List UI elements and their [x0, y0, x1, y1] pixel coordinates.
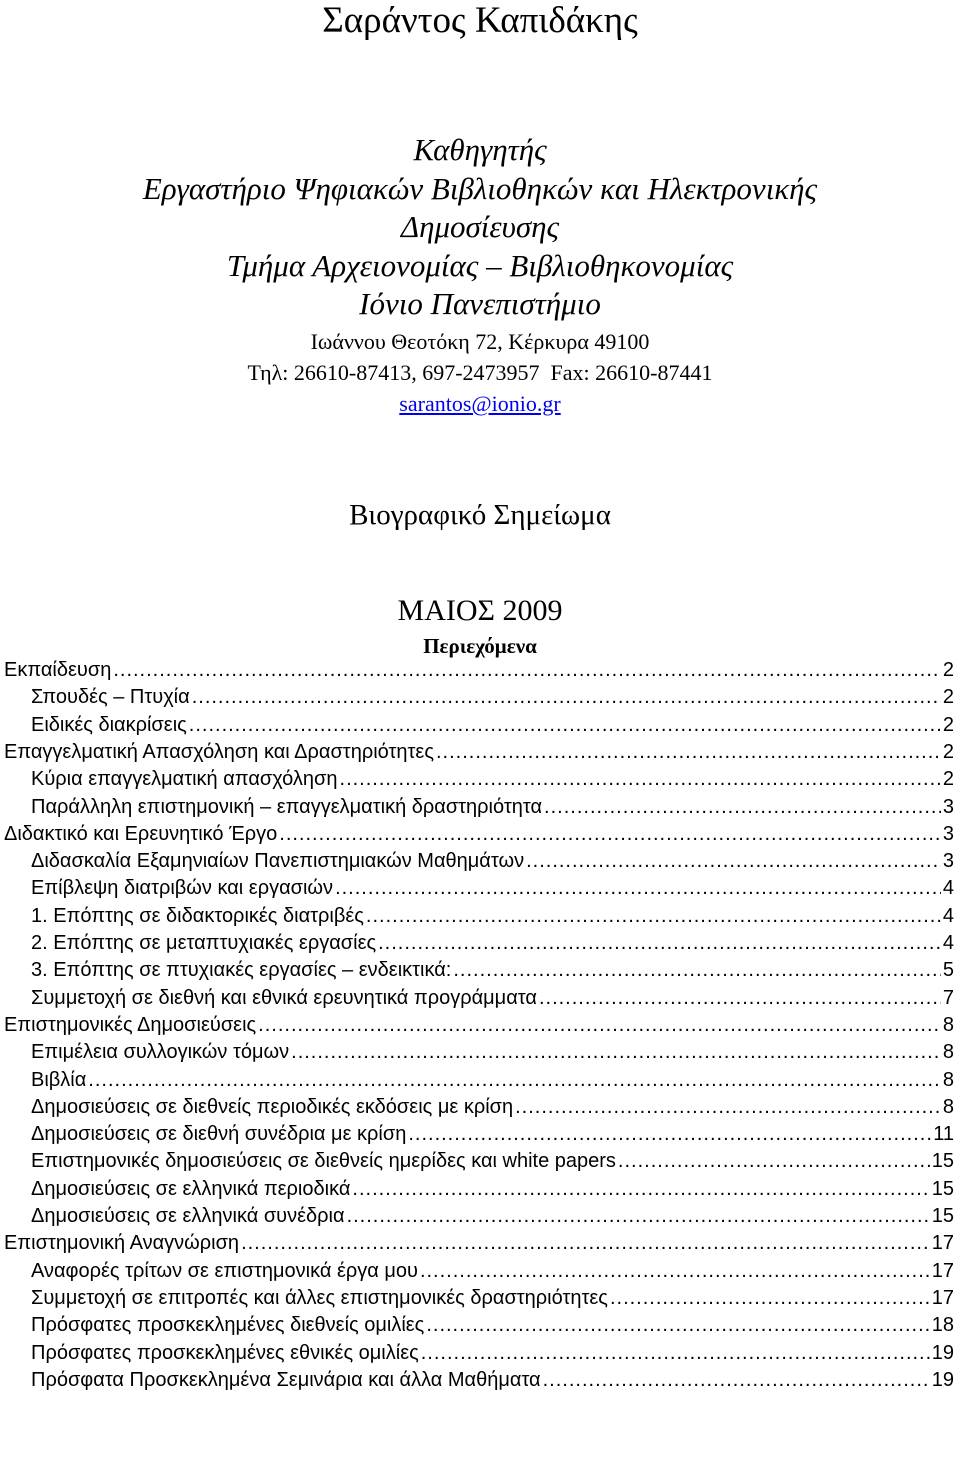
toc-entry-title: Πρόσφατα Προσκεκλημένα Σεμινάρια και άλλα Μαθήματα [31, 1368, 541, 1391]
toc-entry[interactable] [31, 932, 954, 960]
toc-leader-dots [420, 1260, 930, 1283]
toc-entry-page: 4 [942, 877, 954, 900]
toc-leader-dots [258, 1014, 941, 1037]
toc-entry[interactable] [31, 1342, 954, 1370]
toc-entry-page: 2 [942, 768, 954, 791]
toc-leader-dots [291, 1041, 941, 1064]
toc-entry-page: 4 [942, 932, 954, 954]
toc-entry[interactable] [31, 1314, 954, 1342]
toc-entry-title: Δημοσιεύσεις σε ελληνικά περιοδικά [31, 1177, 351, 1200]
toc-entry-page: 11 [933, 1123, 954, 1146]
toc-entry[interactable] [4, 659, 954, 687]
toc-leader-dots [408, 1123, 931, 1146]
toc-entry[interactable] [4, 1014, 954, 1042]
toc-leader-dots [335, 877, 941, 900]
toc-leader-dots [352, 1178, 929, 1201]
toc-entry-page: 18 [931, 1314, 954, 1337]
toc-entry-title: Δημοσιεύσεις σε ελληνικά συνέδρια [31, 1205, 345, 1227]
affiliation-lab: Εργαστήριο Ψηφιακών Βιβλιοθηκών και Ηλεκτρονικής [142, 170, 818, 206]
toc-entry-page: 2 [942, 686, 954, 709]
toc-entry-title: Συμμετοχή σε διεθνή και εθνικά ερευνητικά προγράμματα [31, 986, 537, 1009]
toc-entry-page: 4 [942, 904, 954, 927]
toc-entry[interactable] [31, 1178, 954, 1206]
toc-entry-title: Επιστημονική Αναγνώριση [4, 1232, 240, 1255]
toc-entry[interactable] [31, 796, 954, 824]
toc-entry-page: 7 [942, 986, 954, 1009]
toc-entry-title: Αναφορές τρίτων σε επιστημονικά έργα μου [31, 1259, 418, 1282]
toc-entry-page: 3 [942, 822, 954, 845]
toc-leader-dots [189, 714, 941, 737]
toc-leader-dots [340, 768, 941, 791]
toc-entry-page: 15 [931, 1150, 954, 1173]
toc-entry-page: 8 [942, 1041, 954, 1064]
toc-entry[interactable] [31, 877, 954, 905]
toc-leader-dots [378, 932, 941, 955]
toc-entry[interactable] [31, 714, 954, 742]
toc-entry-page: 8 [942, 1095, 954, 1118]
toc-entry-title: Επιστημονικές Δημοσιεύσεις [4, 1013, 257, 1036]
toc-entry[interactable] [31, 1260, 954, 1288]
toc-entry[interactable] [31, 1069, 954, 1097]
toc-entry-page: 17 [931, 1286, 954, 1309]
toc-entry[interactable] [31, 1123, 954, 1151]
toc-leader-dots [453, 959, 941, 982]
toc-leader-dots [347, 1205, 930, 1228]
toc-leader-dots [366, 905, 941, 928]
toc-entry-page: 3 [942, 850, 954, 873]
toc-entry-page: 5 [942, 959, 954, 982]
toc-entry-title: Δημοσιεύσεις σε διεθνή συνέδρια με κρίση [31, 1123, 407, 1146]
toc-entry-page: 17 [931, 1259, 954, 1282]
toc-entry-page: 2 [942, 740, 954, 763]
toc-leader-dots [539, 987, 941, 1010]
toc-leader-dots [113, 659, 941, 682]
toc-leader-dots [436, 741, 941, 764]
toc-entry[interactable] [31, 1287, 954, 1315]
contact-block [0, 326, 960, 419]
toc-entry[interactable] [4, 823, 954, 851]
toc-entry-title: Επαγγελματική Απασχόληση και Δραστηριότητες [4, 740, 434, 763]
cv-title: Βιογραφικό Σημείωμα [349, 499, 611, 531]
author-name: Σαράντος Καπιδάκης [322, 0, 638, 41]
toc-entry-title: 3. Επόπτης σε πτυχιακές εργασίες – ενδεικτικά: [31, 959, 452, 982]
toc-entry-title: Βιβλία [31, 1068, 87, 1091]
email-link[interactable]: sarantos@ionio.gr [399, 391, 561, 416]
toc-entry[interactable] [31, 1041, 954, 1069]
toc-entry-title: Επιμέλεια συλλογικών τόμων [31, 1041, 290, 1064]
toc-entry-title: Πρόσφατες προσκεκλημένες εθνικές ομιλίες [31, 1341, 419, 1364]
toc-entry-title: Συμμετοχή σε επιτροπές και άλλες επιστημονικές δραστηριότητες [31, 1286, 608, 1309]
toc-leader-dots [526, 850, 941, 873]
toc-entry-page: 19 [931, 1368, 954, 1391]
affiliation-university: Ιόνιο Πανεπιστήμιο [359, 286, 601, 321]
toc-entry[interactable] [4, 741, 954, 769]
toc-entry-title: Σπουδές – Πτυχία [31, 686, 190, 709]
toc-leader-dots [421, 1342, 930, 1365]
toc-entry-title: Πρόσφατες προσκεκλημένες διεθνείς ομιλίες [31, 1314, 425, 1337]
toc-entry[interactable] [31, 1096, 954, 1124]
toc-leader-dots [192, 686, 941, 709]
toc-entry-title: Ειδικές διακρίσεις [31, 713, 187, 736]
toc-entry[interactable] [31, 1205, 954, 1233]
toc-entry-title: Διδασκαλία Εξαμηνιαίων Πανεπιστημιακών Μαθημάτων [31, 850, 525, 873]
toc-entry-title: Κύρια επαγγελματική απασχόληση [31, 768, 338, 791]
toc-entry-page: 3 [942, 795, 954, 818]
toc-heading: Περιεχόμενα [423, 634, 537, 658]
address: Ιωάννου Θεοτόκη 72, Κέρκυρα 49100 [310, 329, 650, 354]
document-date: ΜΑΙΟΣ 2009 [397, 594, 563, 627]
affiliation-lab-cont: Δημοσίευσης [400, 209, 560, 244]
toc-entry-page: 17 [931, 1232, 954, 1255]
toc-entry[interactable] [31, 959, 954, 987]
toc-entry[interactable] [4, 1232, 954, 1260]
affiliation-block [0, 131, 960, 324]
toc-leader-dots [279, 823, 941, 846]
toc-entry-page: 15 [931, 1177, 954, 1200]
toc-entry-page: 8 [942, 1013, 954, 1036]
toc-entry[interactable] [31, 768, 954, 796]
toc-entry[interactable] [31, 987, 954, 1015]
toc-leader-dots [610, 1287, 930, 1310]
toc-entry-title: Παράλληλη επιστημονική – επαγγελματική δραστηριότητα [31, 795, 543, 818]
toc-entry-title: 1. Επόπτης σε διδακτορικές διατριβές [31, 904, 364, 927]
toc-entry-title: Διδακτικό και Ερευνητικό Έργο [4, 822, 278, 845]
toc-entry-title: 2. Επόπτης σε μεταπτυχιακές εργασίες [31, 932, 377, 954]
toc-entry[interactable] [31, 850, 954, 878]
phone-fax: Τηλ: 26610-87413, 697-2473957 Fax: 26610-87441 [247, 360, 713, 385]
toc-leader-dots [515, 1096, 941, 1119]
toc-entry-page: 19 [931, 1341, 954, 1364]
toc-entry-title: Επιστημονικές δημοσιεύσεις σε διεθνείς ημερίδες και white papers [31, 1150, 616, 1173]
toc-entry-page: 15 [931, 1205, 954, 1227]
toc-entry[interactable] [31, 1369, 954, 1397]
toc-leader-dots [88, 1069, 941, 1092]
toc-leader-dots [618, 1150, 930, 1173]
toc-leader-dots [543, 1369, 930, 1392]
toc-entry-page: 2 [942, 659, 954, 681]
toc-entry[interactable] [31, 905, 954, 933]
toc-entry-title: Εκπαίδευση [4, 659, 112, 681]
toc-entry-page: 2 [942, 713, 954, 736]
toc-leader-dots [426, 1314, 929, 1337]
affiliation-department: Τμήμα Αρχειονομίας – Βιβλιοθηκονομίας [226, 247, 734, 283]
toc-entry-page: 8 [942, 1068, 954, 1091]
toc-entry[interactable] [31, 686, 954, 714]
toc-entry-title: Επίβλεψη διατριβών και εργασιών [31, 877, 334, 900]
toc-entry-title: Δημοσιεύσεις σε διεθνείς περιοδικές εκδόσεις με κρίση [31, 1095, 514, 1118]
toc-entry[interactable] [31, 1150, 954, 1178]
affiliation-title: Καθηγητής [413, 132, 547, 167]
toc-leader-dots [241, 1232, 930, 1255]
toc-leader-dots [544, 796, 941, 819]
